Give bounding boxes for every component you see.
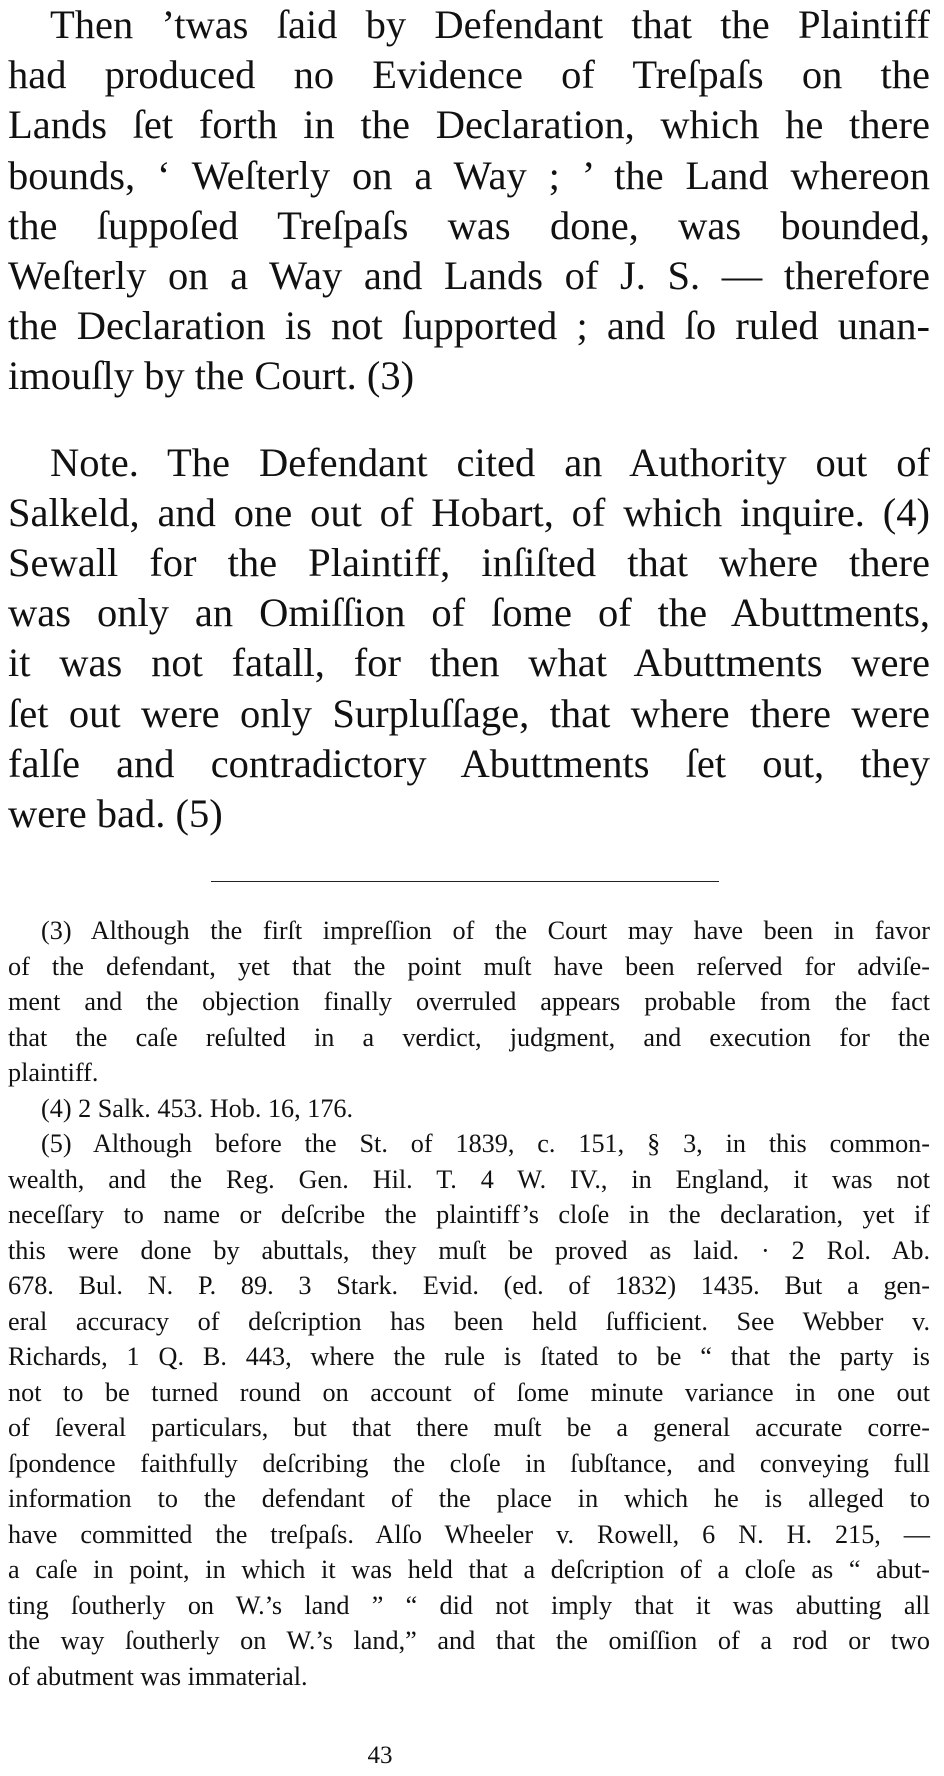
text-line: Then ’twas ſaid by Defendant that the Plaintiff xyxy=(50,2,930,47)
footnote-line: of abutment was immaterial. xyxy=(8,1661,308,1691)
footnote-line: have committed the treſpaſs. Alſo Wheeler v. Rowell, 6 N. H. 215, — xyxy=(8,1519,930,1549)
paragraph-defendant-argument xyxy=(8,0,930,402)
text-line: falſe and contradictory Abuttments ſet out, they xyxy=(8,740,930,786)
page-number: 43 xyxy=(367,1742,393,1769)
document-page xyxy=(8,0,930,1776)
footnote-4 xyxy=(8,1091,930,1127)
text-line: it was not fatall, for then what Abuttments were xyxy=(8,640,930,686)
footnote-line: not to be turned round on account of ſome minute variance in one out xyxy=(8,1377,930,1407)
footnote-line: a caſe in point, in which it was held that a deſcription of a cloſe as “ abut- xyxy=(8,1555,930,1584)
footnote-line: (5) Although before the St. of 1839, c. 151, § 3, in this common- xyxy=(41,1129,930,1158)
main-text xyxy=(8,0,930,839)
text-line: Salkeld, and one out of Hobart, of which inquire. (4) xyxy=(8,489,930,535)
footnote-line: of the defendant, yet that the point muſt have been reſerved for adviſe- xyxy=(8,951,930,981)
footnote-line: Richards, 1 Q. B. 443, where the rule is ſtated to be “ that the party is xyxy=(8,1342,930,1371)
footnote-line: ment and the objection finally overruled appears probable from the fact xyxy=(8,987,930,1016)
footnote-line: ſpondence faithfully deſcribing the cloſe in ſubſtance, and conveying full xyxy=(8,1448,930,1478)
footnote-line: the way ſoutherly on W.’s land,” and that the omiſſion of a rod or two xyxy=(8,1626,930,1655)
footnote-3 xyxy=(8,913,930,1091)
text-line: bounds, ‘ Weſterly on a Way ; ’ the Land whereon xyxy=(8,152,930,198)
text-line: Lands ſet forth in the Declaration, which he there xyxy=(8,102,930,148)
text-line: was only an Omiſſion of ſome of the Abuttments, xyxy=(8,590,930,636)
footnote-divider xyxy=(211,881,719,882)
footnote-line: this were done by abuttals, they muſt be proved as laid. · 2 Rol. Ab. xyxy=(8,1235,930,1265)
footnote-line: ting ſoutherly on W.’s land ” “ did not imply that it was abutting all xyxy=(8,1590,930,1620)
footnote-line: wealth, and the Reg. Gen. Hil. T. 4 W. IV., in England, it was not xyxy=(8,1164,930,1194)
text-line: the ſuppoſed Treſpaſs was done, was bounded, xyxy=(8,202,930,248)
footnote-5 xyxy=(8,1126,930,1694)
footnote-line: (3) Although the firſt impreſſion of the Court may have been in favor xyxy=(41,916,930,945)
footnote-line: information to the defendant of the place in which he is alleged to xyxy=(8,1484,930,1513)
text-line: Note. The Defendant cited an Authority out of xyxy=(50,439,930,485)
footnote-line: of ſeveral particulars, but that there muſt be a general accurate corre- xyxy=(8,1413,930,1442)
footnote-line: neceſſary to name or deſcribe the plaintiff’s cloſe in the declaration, yet if xyxy=(8,1200,930,1229)
footnote-line: 678. Bul. N. P. 89. 3 Stark. Evid. (ed. of 1832) 1435. But a gen- xyxy=(8,1271,930,1300)
text-line: imouſly by the Court. (3) xyxy=(8,353,415,399)
text-line: ſet out were only Surpluſſage, that where there were xyxy=(8,690,930,736)
footnote-line: plaintiff. xyxy=(8,1058,99,1087)
text-line: were bad. (5) xyxy=(8,791,223,837)
text-line: Weſterly on a Way and Lands of J. S. — therefore xyxy=(8,253,930,299)
footnotes xyxy=(8,913,930,1694)
footnote-line: that the caſe reſulted in a verdict, judgment, and execution for the xyxy=(8,1022,930,1052)
footnote-line: eral accuracy of deſcription has been held ſufficient. See Webber v. xyxy=(8,1306,930,1336)
text-line: the Declaration is not ſupported ; and ſo ruled unan- xyxy=(8,303,930,349)
paragraph-gap xyxy=(8,402,930,438)
footnote-line: (4) 2 Salk. 453. Hob. 16, 176. xyxy=(41,1093,354,1123)
paragraph-note xyxy=(8,438,930,840)
text-line: had produced no Evidence of Treſpaſs on the xyxy=(8,52,930,98)
text-line: Sewall for the Plaintiff, inſiſted that where there xyxy=(8,540,930,586)
